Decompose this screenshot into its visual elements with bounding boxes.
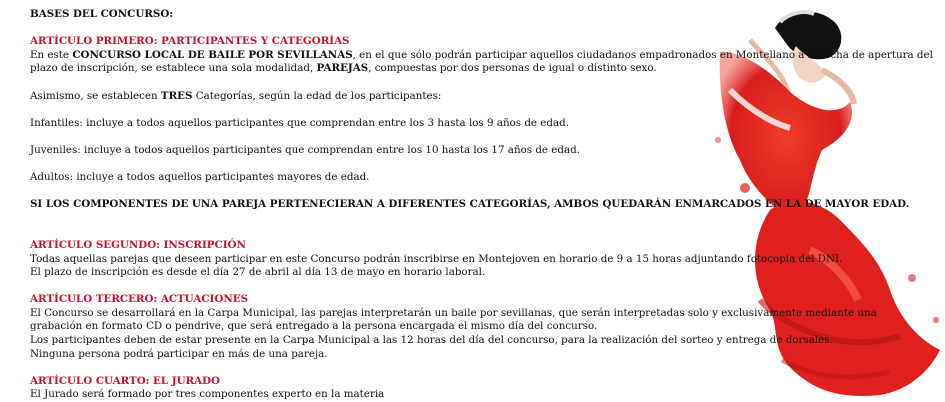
category-juveniles: Juveniles: incluye a todos aquellos participantes que comprendan entre los 10 hasta los 17 años de edad. [30,143,580,156]
document-title: BASES DEL CONCURSO: [30,8,174,20]
text-segment: , compuestas por dos personas de igual o distinto sexo. [368,62,657,75]
article-three [30,293,930,361]
text-segment: plazo de inscripción, se establece una sola modalidad, [30,62,317,75]
article-one-heading: ARTÍCULO PRIMERO: PARTICIPANTES Y CATEGORÍAS [30,35,350,48]
document-body [30,8,933,402]
category-adultos: Adultos: incluye a todos aquellos participantes mayores de edad. [30,171,370,184]
article-two-heading: ARTÍCULO SEGUNDO: INSCRIPCIÓN [30,238,246,251]
article-one-line-1 [30,48,933,63]
text-segment: En este [30,48,73,61]
category-count: TRES [160,89,193,102]
article-three-line-2: grabación en formato CD o pendrive, que será entregado a la persona encargada el mismo día del concurso. [30,320,598,333]
category-note: SI LOS COMPONENTES DE UNA PAREJA PERTENECIERAN A DIFERENTES CATEGORÍAS, AMBOS QUEDARÁN ENMARCADOS EN LA DE MAYOR EDAD. [30,198,910,211]
article-three-line-1: El Concurso se desarrollará en la Carpa Municipal, las parejas interpretarán un baile por sevillanas, que serán interpretadas solo y exclusivamente mediante una [30,306,877,319]
article-two [30,239,930,280]
article-two-line-1: Todas aquellas parejas que deseen participar en este Concurso podrán inscribirse en Montejoven en horario de 9 a 15 horas adjuntando fotocopia del DNI. [30,252,843,265]
text-segment: Categorías, según la edad de los participantes: [192,89,442,102]
category-infantiles: Infantiles: incluye a todos aquellos participantes que comprendan entre los 3 hasta los 9 años de edad. [30,116,569,129]
article-four [30,375,930,402]
contest-name: CONCURSO LOCAL DE BAILE POR SEVILLANAS [72,48,353,61]
text-segment: Asimismo, se establecen [30,89,161,102]
article-two-line-2: El plazo de inscripción es desde el día 27 de abril al día 13 de mayo en horario laboral. [30,266,486,279]
article-one-line-3 [30,90,930,104]
article-four-line-1: El Jurado será formado por tres componentes experto en la materia [30,388,385,401]
article-three-line-3: Los participantes deben de estar presente en la Carpa Municipal a las 12 horas del día del concurso, para la realización del sorteo y entrega de dorsales. [30,334,833,347]
text-segment: , en el que sólo podrán participar aquellos ciudadanos empadronados en Montellano a la fecha de apertura del [352,48,933,61]
modality-name: PAREJAS [316,62,369,75]
article-three-line-4: Ninguna persona podrá participar en más de una pareja. [30,347,328,360]
article-three-heading: ARTÍCULO TERCERO: ACTUACIONES [30,293,249,306]
article-four-heading: ARTÍCULO CUARTO: EL JURADO [30,374,221,387]
article-one-line-2 [30,62,930,76]
article-one [30,35,933,212]
